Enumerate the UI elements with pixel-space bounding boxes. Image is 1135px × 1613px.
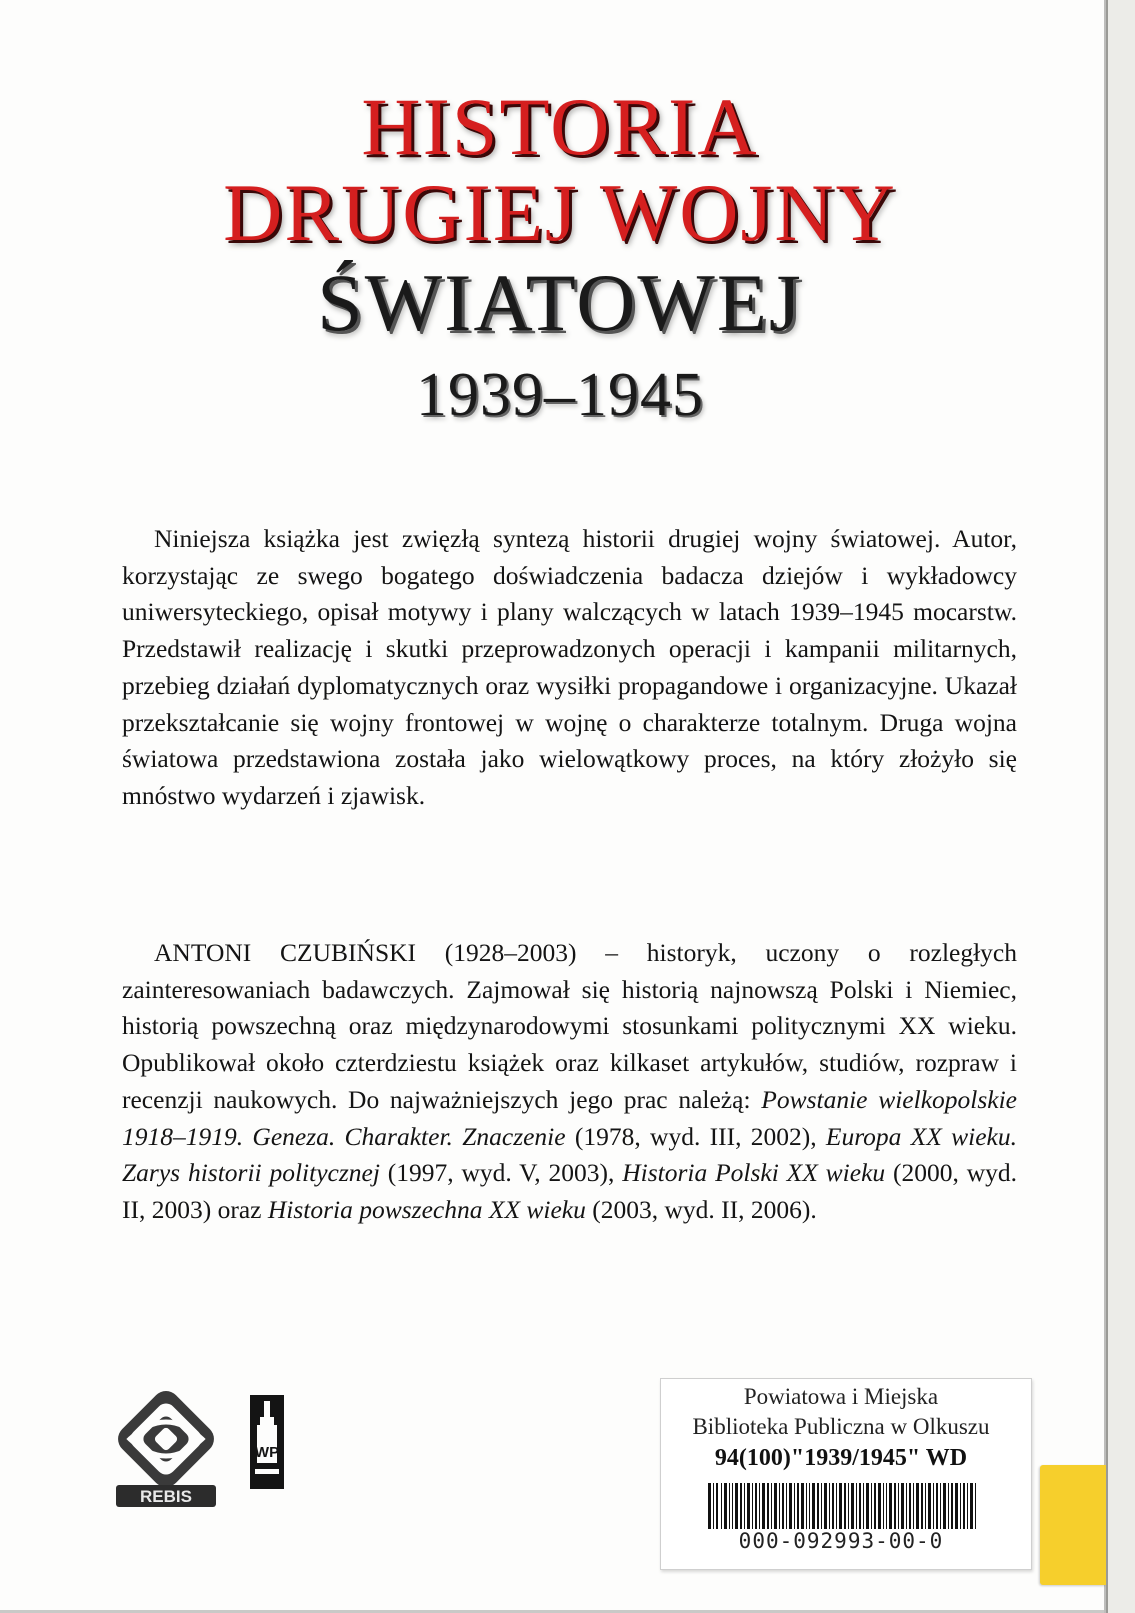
work-title-3: Historia Polski XX wieku xyxy=(622,1158,886,1188)
yellow-library-tab xyxy=(1040,1465,1106,1585)
title-line-2: DRUGIEJ WOJNY xyxy=(223,167,897,258)
work-info-4: (2003, wyd. II, 2006). xyxy=(585,1194,817,1224)
work-title-4: Historia powszechna XX wieku xyxy=(267,1194,586,1224)
rebis-logo xyxy=(110,1385,222,1510)
barcode-number: 000-092993-00-0 xyxy=(738,1529,944,1553)
title-line-1: HISTORIA xyxy=(361,81,759,172)
barcode xyxy=(708,1483,978,1529)
description-text: Niniejsza książka jest zwięzłą syntezą historii drugiej wojny światowej. Autor, korzystając ze swego bogatego doświadczenia badacza dziejów i wykładowcy uniwersyteckiego, opisał motywy i plany walczących w latach 1939–1945 mocarstw. Przedstawił realizację i skutki przeprowadzonych operacji i kampanii militarnych, przebieg działań dyplomatycznych oraz wysiłki propagandowe i organizacyjne. Ukazał przekształcanie się wojny frontowej w wojnę o charakterze totalnym. Druga wojna światowa przedstawiona została jako wielowątkowy proces, na który złożyło się mnóstwo wydarzeń i zjawisk. xyxy=(122,524,1017,810)
library-sticker xyxy=(660,1378,1032,1570)
call-number: 94(100)"1939/1945" WD xyxy=(714,1445,968,1471)
library-name-line-2: Biblioteka Publiczna w Olkuszu xyxy=(692,1414,990,1439)
author-bio-text xyxy=(122,935,1017,1229)
title-years: 1939–1945 xyxy=(416,361,704,429)
description-paragraph xyxy=(122,521,1017,815)
author-bio-paragraph xyxy=(122,935,1017,1229)
title-line-3: ŚWIATOWEJ xyxy=(317,257,803,348)
work-info-1: (1978, wyd. III, 2002), xyxy=(565,1121,826,1151)
work-title-2: Europa XX wieku. Zarys historii politycznej xyxy=(122,1121,1017,1188)
book-spine-edge xyxy=(1106,0,1135,1613)
work-info-3: (2000, wyd. II, 2003) oraz xyxy=(122,1158,1017,1224)
library-name-line-1: Powiatowa i Miejska xyxy=(743,1384,939,1409)
rebis-label: REBIS xyxy=(140,1487,192,1506)
wp-label: WP xyxy=(254,1444,280,1461)
wp-publisher-logo xyxy=(250,1395,284,1489)
work-info-2: (1997, wyd. V, 2003), xyxy=(379,1158,623,1188)
author-bio-intro: ANTONI CZUBIŃSKI (1928–2003) – historyk, uczony o rozległych zainteresowaniach badawczych. Zajmował się historią najnowszą Polski i Niemiec, historią powszechną oraz międzynarodowymi stosunkami politycznymi XX wieku. Opublikował około czterdziestu książek oraz kilkaset artykułów, studiów, rozpraw i recenzji naukowych. Do najważniejszych jego prac należą: xyxy=(122,938,1017,1114)
work-title-1: Powstanie wielkopolskie 1918–1919. Geneza. Charakter. Znaczenie xyxy=(122,1084,1018,1151)
